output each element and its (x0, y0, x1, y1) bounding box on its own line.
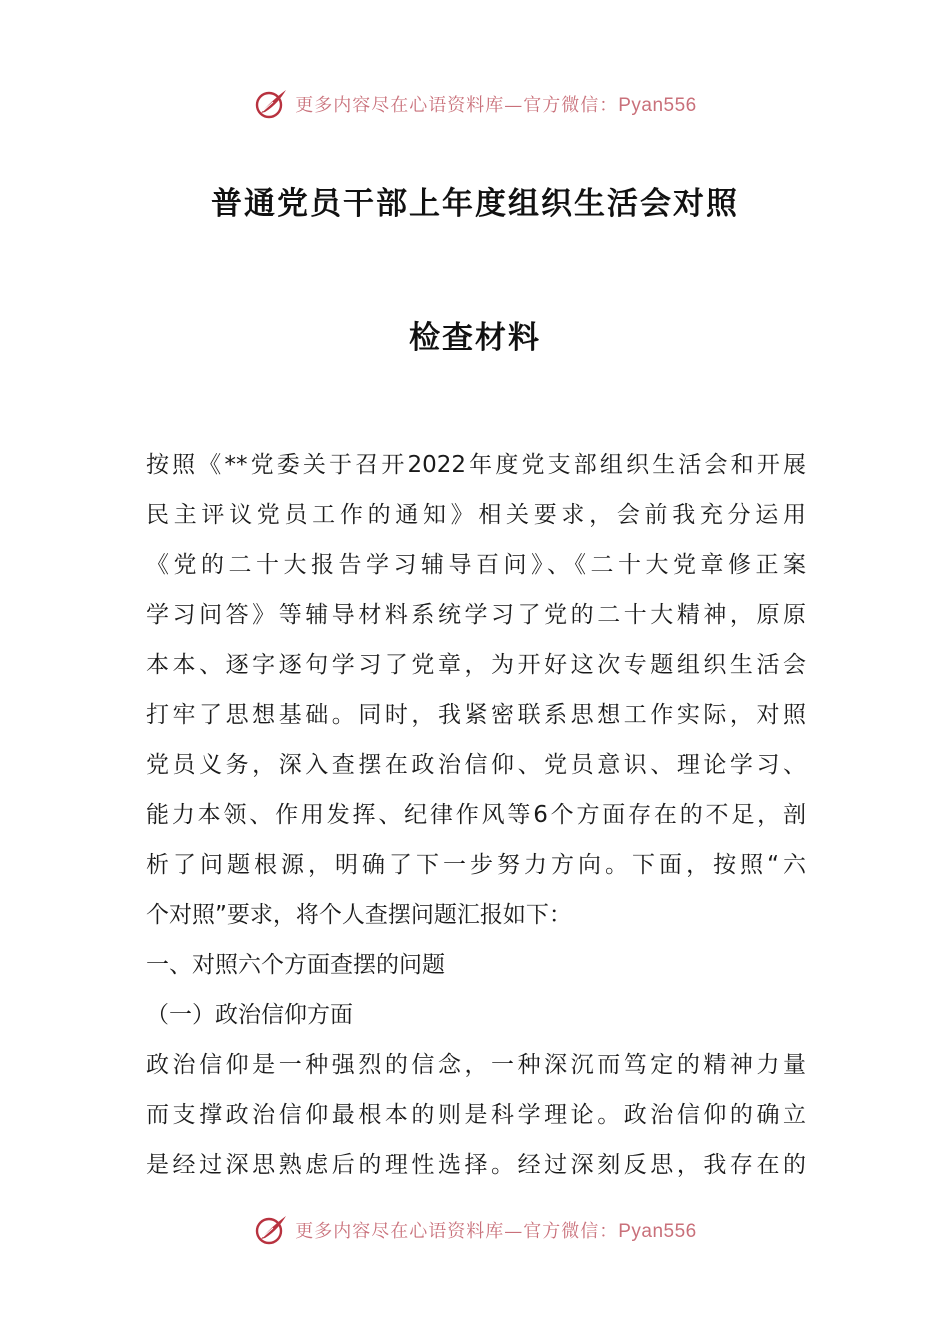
body-line: 政治信仰是一种强烈的信念，一种深沉而笃定的精神力量 (146, 1052, 806, 1078)
watermark-header (0, 84, 950, 124)
body-line: 党员义务，深入查摆在政治信仰、党员意识、理论学习、 (146, 752, 806, 778)
document-title-line-2: 检查材料 (409, 320, 541, 356)
subsection-heading: （一）政治信仰方面 (146, 1002, 353, 1028)
quill-logo-icon (253, 86, 289, 122)
body-line: 而支撑政治信仰最根本的则是科学理论。政治信仰的确立 (146, 1102, 806, 1128)
body-line: 《党的二十大报告学习辅导百问》、《二十大党章修正案 (146, 552, 806, 578)
watermark-wechat-id: Pyan556 (618, 1221, 697, 1242)
quill-logo-icon (253, 1212, 289, 1248)
body-line: 按照《**党委关于召开2022年度党支部组织生活会和开展 (146, 452, 806, 478)
body-line: 打牢了思想基础。同时，我紧密联系思想工作实际，对照 (146, 702, 806, 728)
watermark-text: 更多内容尽在心语资料库—官方微信：Pyan556 (295, 1221, 697, 1242)
document-body (146, 440, 806, 1190)
document-title-line-1: 普通党员干部上年度组织生活会对照 (211, 186, 739, 222)
body-line: 是经过深思熟虑后的理性选择。经过深刻反思，我存在的 (146, 1152, 806, 1178)
watermark-footer (0, 1210, 950, 1250)
body-line: 能力本领、作用发挥、纪律作风等6个方面存在的不足，剖 (146, 802, 806, 828)
body-line: 个对照”要求，将个人查摆问题汇报如下： (146, 902, 572, 928)
body-line: 学习问答》等辅导材料系统学习了党的二十大精神，原原 (146, 602, 806, 628)
watermark-text: 更多内容尽在心语资料库—官方微信：Pyan556 (295, 95, 697, 116)
section-heading: 一、对照六个方面查摆的问题 (146, 952, 445, 978)
body-line: 析了问题根源，明确了下一步努力方向。下面，按照“六 (146, 852, 806, 878)
body-line: 民主评议党员工作的通知》相关要求，会前我充分运用 (146, 502, 806, 528)
watermark-wechat-id: Pyan556 (618, 95, 697, 116)
body-line: 本本、逐字逐句学习了党章，为开好这次专题组织生活会 (146, 652, 806, 678)
